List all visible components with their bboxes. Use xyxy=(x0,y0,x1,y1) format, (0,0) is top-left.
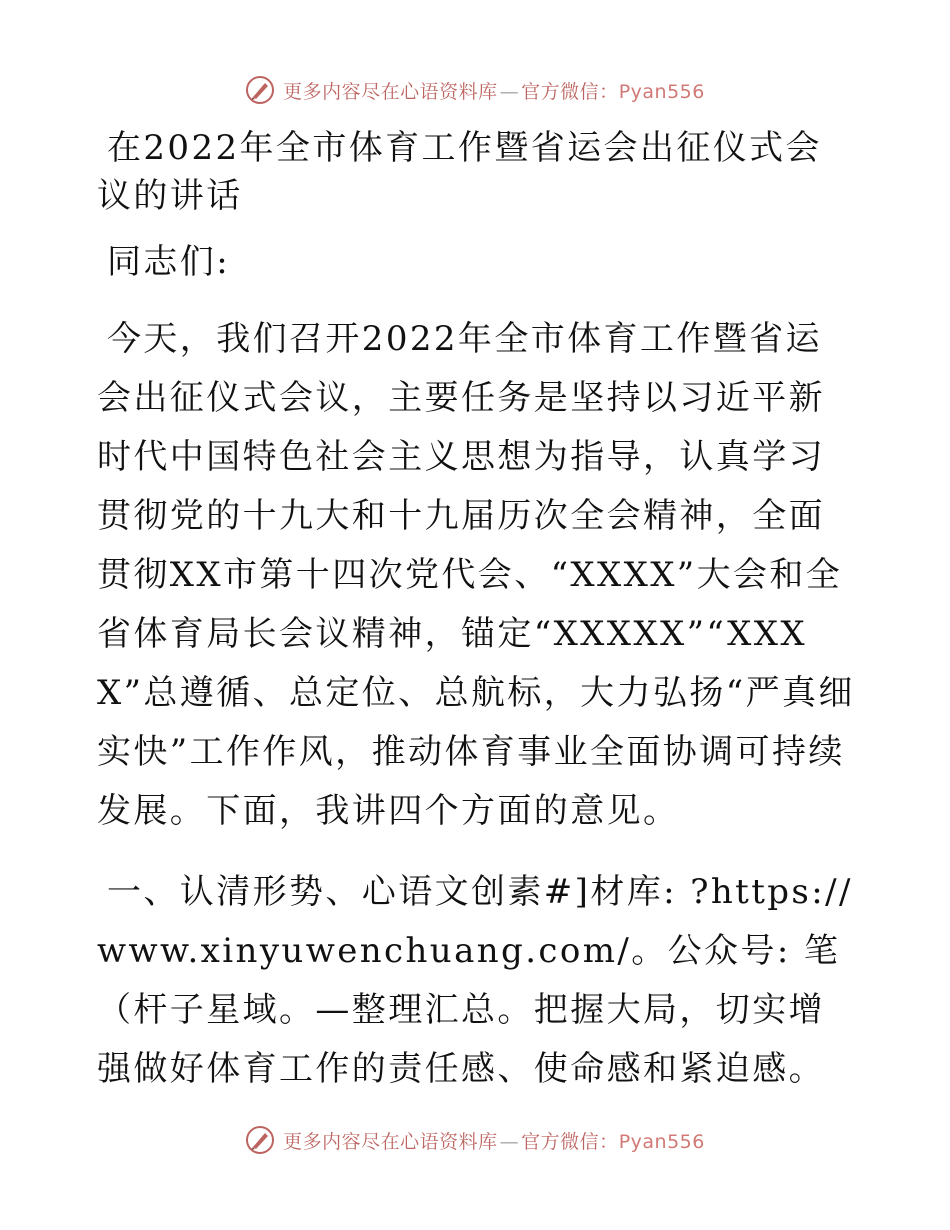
paragraph-1: 今天，我们召开2022年全市体育工作暨省运会出征仪式会议，主要任务是坚持以习近平新时代中国特色社会主义思想为指导，认真学习贯彻党的十九大和十九届历次全会精神，全面贯彻XX市第十四次党代会、“XXXX”大会和全省体育局长会议精神，锚定“XXXXX”“XXXX”总遵循、总定位、总航标，大力弘扬“严真细实快”工作作风，推动体育事业全面协调可持续发展。下面，我讲四个方面的意见。 xyxy=(97,319,855,831)
header-watermark xyxy=(0,70,950,110)
watermark-separator: — xyxy=(499,1130,520,1153)
document-body xyxy=(97,124,857,1099)
watermark-text: 更多内容尽在心语资料库 xyxy=(283,80,498,103)
watermark-separator: — xyxy=(499,80,520,103)
watermark-text: 更多内容尽在心语资料库 xyxy=(283,1130,498,1153)
salutation: 同志们: xyxy=(107,242,231,282)
watermark-wechat-label: 官方微信： xyxy=(521,1130,619,1153)
watermark-wechat-id: Pyan556 xyxy=(618,1130,705,1153)
watermark-wechat-label: 官方微信： xyxy=(521,80,619,103)
watermark-wechat-id: Pyan556 xyxy=(618,80,705,103)
pen-logo-icon xyxy=(245,75,275,105)
section-heading-1: 一、认清形势、心语文创素#]材库: ?https://www.xinyuwenchuang.com/。公众号: 笔（杆子星域。—整理汇总。把握大局，切实增强做好体育工作的责任感、使命感和紧迫感。 xyxy=(97,872,853,1089)
document-title: 在2022年全市体育工作暨省运会出征仪式会议的讲话 xyxy=(97,128,822,216)
pen-logo-icon xyxy=(245,1125,275,1155)
footer-watermark xyxy=(0,1120,950,1160)
